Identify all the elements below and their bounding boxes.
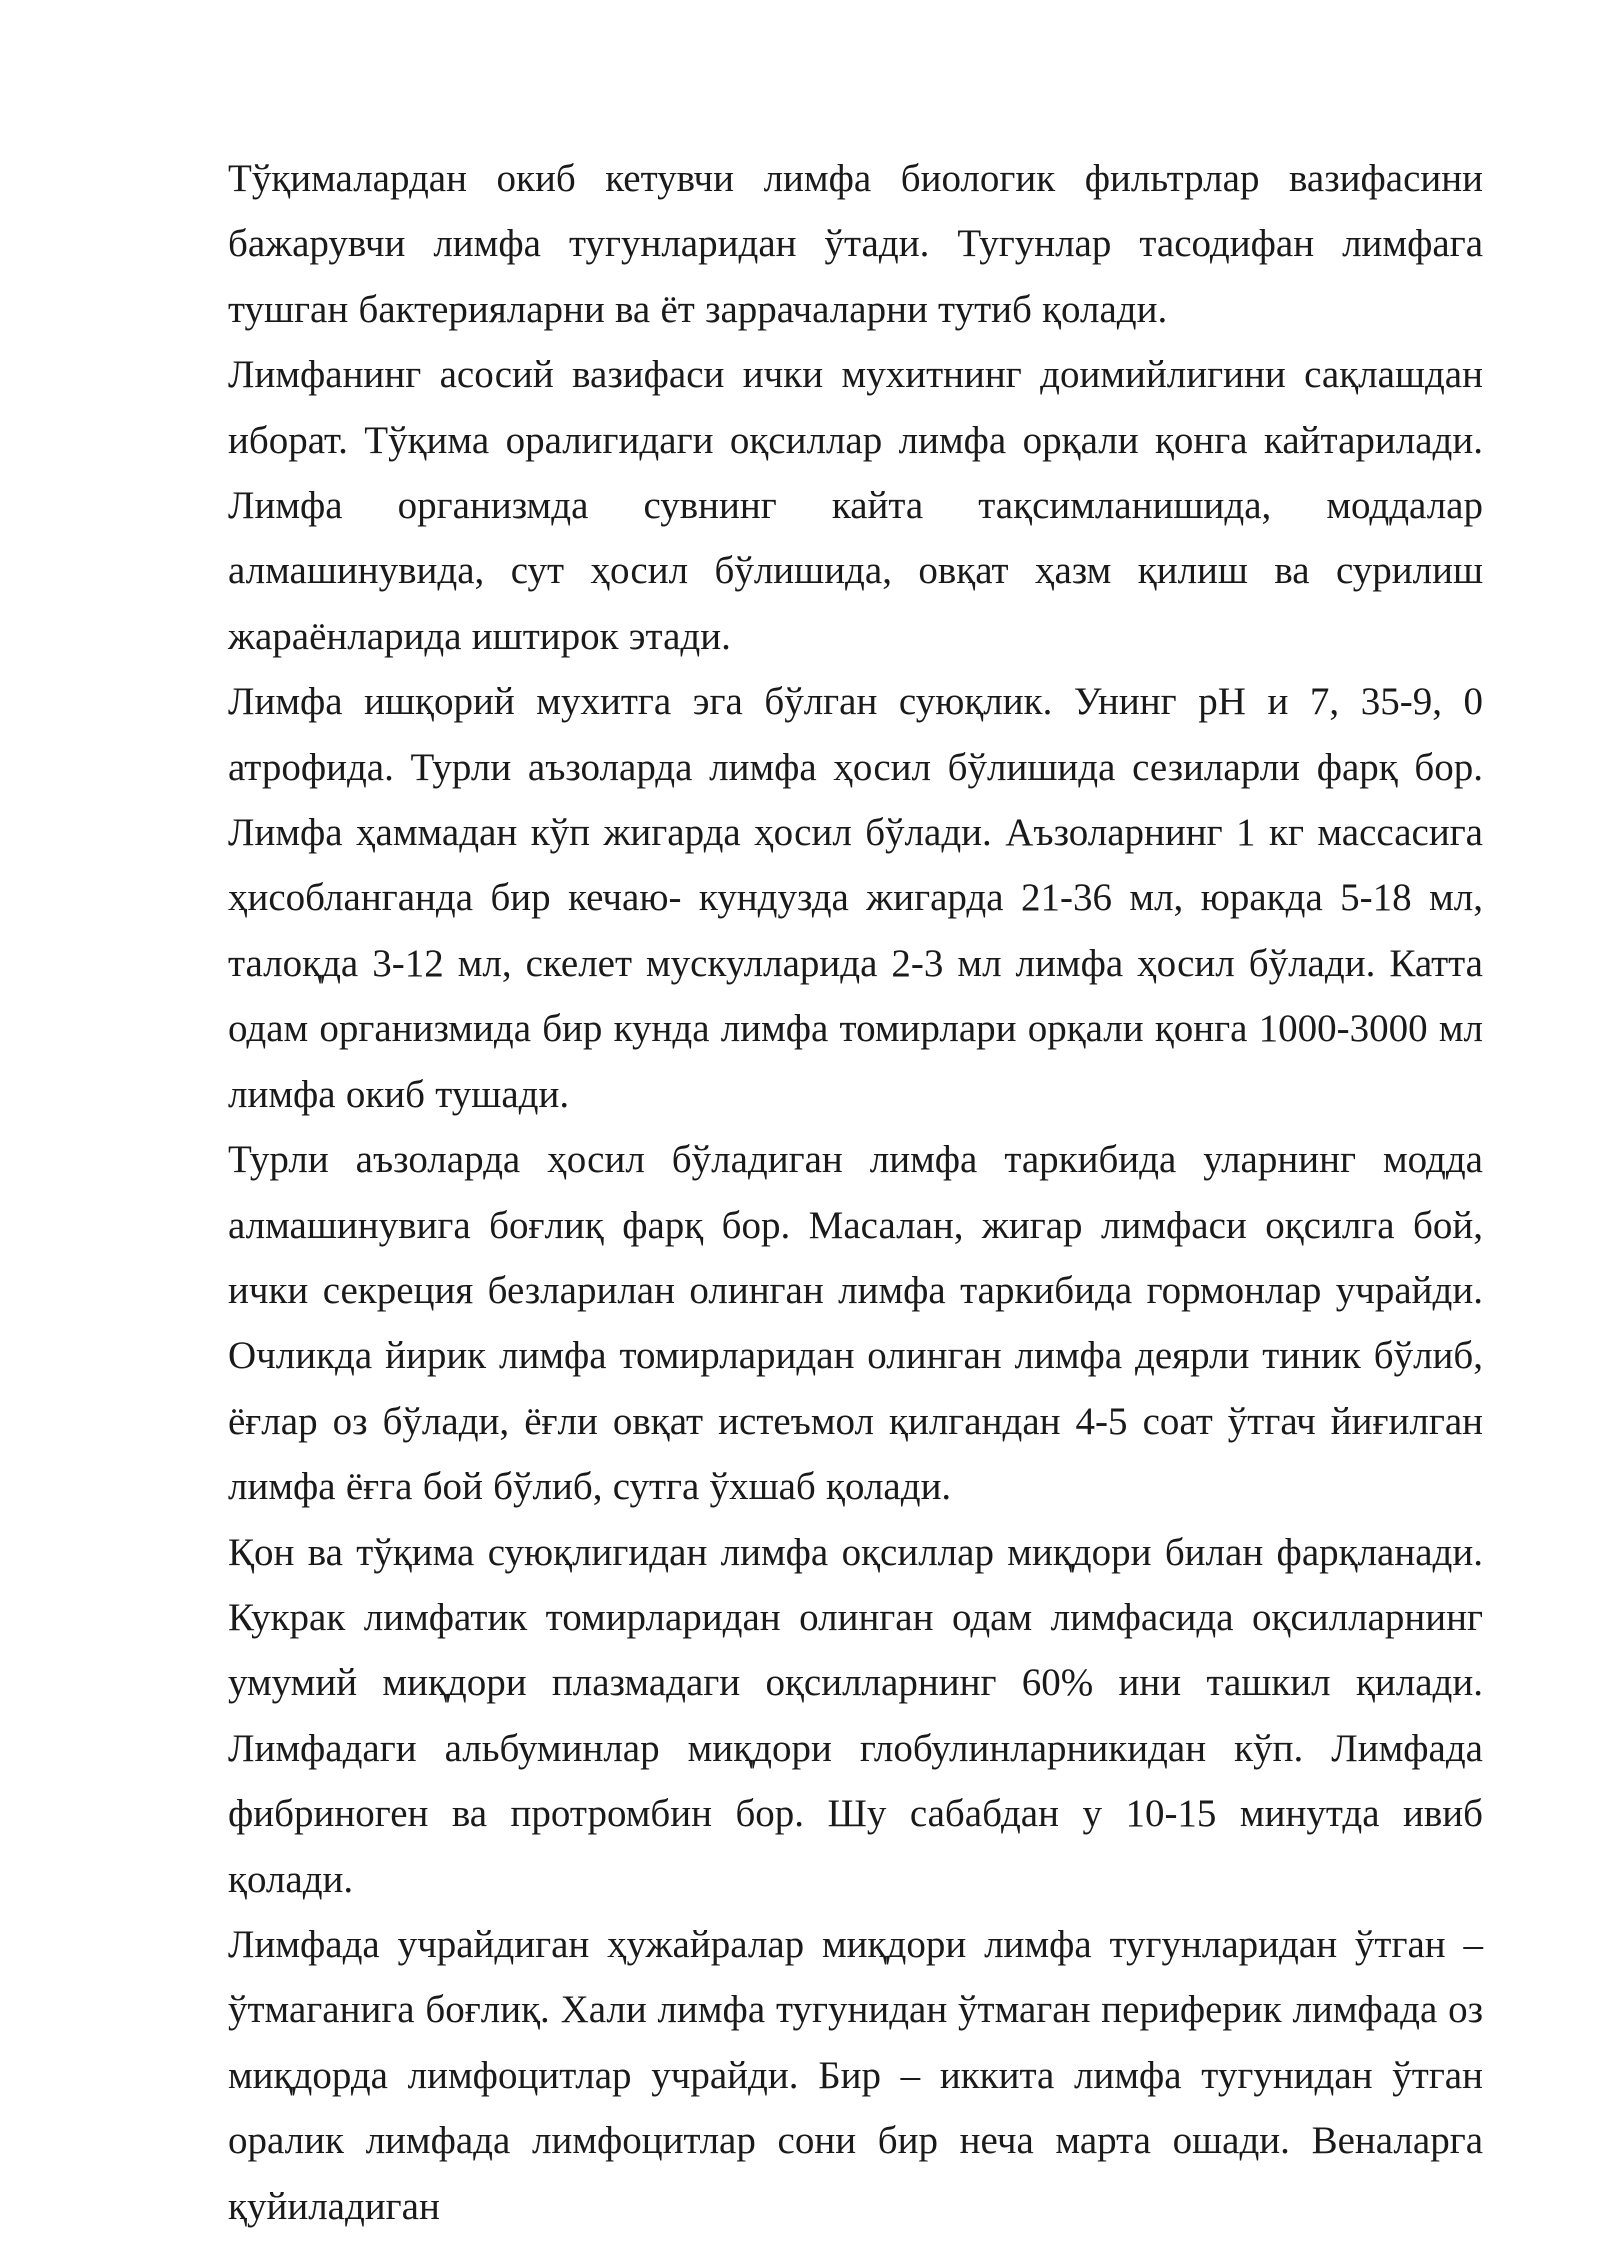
paragraph-lymph-nodes: Тўқималардан окиб кетувчи лимфа биологик фильтрлар вазифасини бажарувчи лимфа тугунларидан ўтади. Тугунлар тасодифан лимфага тушган бактерияларни ва ёт заррачаларни тутиб қолади. xyxy=(228,157,1483,331)
paragraph-lymph-composition: Турли аъзоларда ҳосил бўладиган лимфа таркибида уларнинг модда алмашинувига боғлиқ фарқ бор. Масалан, жигар лимфаси оқсилга бой, ички секреция безларилан олинган лимфа таркибида гормонлар учрайди. Очликда йирик лимфа томирларидан олинган лимфа деярли тиник бўлиб, ёғлар оз бўлади, ёғли овқат истеъмол қилгандан 4-5 соат ўтгач йиғилган лимфа ёғга бой бўлиб, сутга ўхшаб қолади. xyxy=(228,1138,1483,1509)
paragraph-lymph-ph-formation: Лимфа ишқорий мухитга эга бўлган суюқлик. Унинг pH и 7, 35-9, 0 атрофида. Турли аъзоларда лимфа ҳосил бўлишида сезиларли фарқ бор. Лимфа ҳаммадан кўп жигарда ҳосил бўлади. Аъзоларнинг 1 кг массасига ҳисобланганда бир кечаю- кундузда жигарда 21-36 мл, юракда 5-18 мл, талоқда 3-12 мл, скелет мускулларида 2-3 мл лимфа ҳосил бўлади. Катта одам организмида бир кунда лимфа томирлари орқали қонга 1000-3000 мл лимфа окиб тушади. xyxy=(228,680,1483,1116)
paragraph-lymph-cells: Лимфада учрайдиган ҳужайралар миқдори лимфа тугунларидан ўтган – ўтмаганига боғлиқ. Хали лимфа тугунидан ўтмаган периферик лимфада оз миқдорда лимфоцитлар учрайди. Бир – иккита лимфа тугунидан ўтган оралик лимфада лимфоцитлар сони бир неча марта ошади. Веналарга қуйиладиган xyxy=(228,1922,1483,2228)
paragraph-lymph-proteins: Қон ва тўқима суюқлигидан лимфа оқсиллар миқдори билан фарқланади. Кукрак лимфатик томирларидан олинган одам лимфасида оқсилларнинг умумий миқдори плазмадаги оқсилларнинг 60% ини ташкил қилади. Лимфадаги альбуминлар миқдори глобулинларникидан кўп. Лимфада фибриноген ва протромбин бор. Шу сабабдан у 10-15 минутда ивиб қолади. xyxy=(228,1530,1483,1901)
paragraph-lymph-function: Лимфанинг асосий вазифаси ички мухитнинг доимийлигини сақлашдан иборат. Тўқима оралигидаги оқсиллар лимфа орқали қонга кайтарилади. Лимфа организмда сувнинг кайта тақсимланишида, моддалар алмашинувида, сут ҳосил бўлишида, овқат ҳазм қилиш ва сурилиш жараёнларида иштирок этади. xyxy=(228,353,1483,658)
document-body xyxy=(228,146,1483,2239)
